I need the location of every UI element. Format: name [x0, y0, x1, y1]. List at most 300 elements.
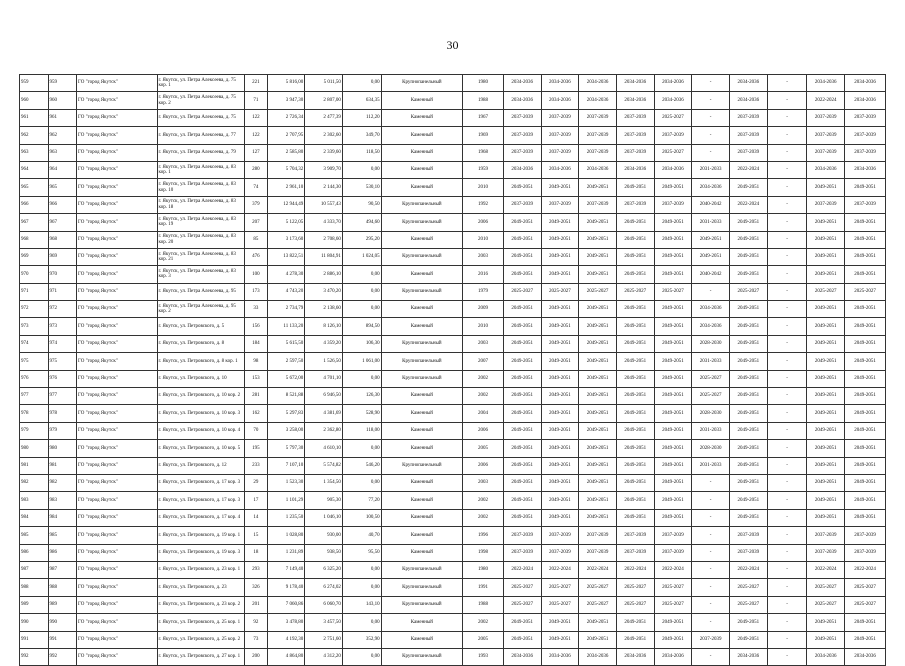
build-year-cell: 2009 [463, 301, 504, 318]
repair-period-value: - [709, 654, 712, 660]
row-index-cell: 977 [20, 388, 49, 405]
build-year-cell: 2006 [463, 422, 504, 439]
apartments-cell: 153 [245, 370, 267, 387]
apartments-cell: 195 [245, 440, 267, 457]
repair-period-value: 2049-2051 [624, 219, 647, 225]
repair-period-value: 2049-2051 [549, 184, 571, 190]
municipality-cell: ГО "город Якутск" [77, 318, 157, 335]
repair-period-value: 2040-2042 [699, 271, 722, 277]
repair-period-cell [616, 231, 654, 248]
municipality-cell: ГО "город Якутск" [77, 301, 157, 318]
repair-period-value: - [786, 549, 788, 555]
apartments-cell: 98 [245, 353, 267, 370]
address-cell: г. Якутск, ул. Петровского, д. 5 [157, 318, 245, 335]
wall-material-cell: Каменный [381, 405, 463, 422]
table-row [20, 144, 886, 161]
living-area-cell: 905,30 [305, 492, 343, 509]
address-cell: г. Якутск, ул. Петра Алексеева, д. 75 кор. 2 [157, 92, 245, 109]
repair-period-cell [729, 405, 767, 422]
repair-period-value: 2049-2051 [662, 462, 684, 468]
living-area-cell: 4 381,69 [305, 405, 343, 422]
wall-material-cell: Каменный [381, 144, 463, 161]
house-number-cell: 985 [48, 527, 77, 544]
repair-period-value: 2049-2051 [662, 445, 684, 451]
repair-period-cell [692, 283, 730, 300]
house-number-cell: 967 [48, 214, 77, 231]
repair-period-cell [845, 527, 886, 544]
repair-period-value: 2049-2051 [737, 636, 760, 642]
nonresidential-area-cell: 0,00 [342, 579, 381, 596]
row-index-cell: 965 [20, 179, 49, 196]
repair-period-cell [807, 92, 845, 109]
repair-period-value: 2049-2051 [814, 219, 837, 225]
repair-period-value: 2049-2051 [662, 219, 684, 225]
wall-material-cell: Крупнопанельный [381, 214, 463, 231]
repair-period-value: 2049-2051 [737, 306, 760, 312]
table-row [20, 596, 886, 613]
repair-period-cell [729, 509, 767, 526]
row-index-cell: 969 [20, 248, 49, 265]
house-number-cell: 964 [48, 161, 77, 178]
repair-period-value: 2049-2051 [586, 636, 609, 642]
repair-period-cell [807, 388, 845, 405]
repair-period-cell [767, 422, 807, 439]
repair-period-cell [692, 614, 730, 631]
repair-period-cell [616, 179, 654, 196]
wall-material-cell: Крупнопанельный [381, 370, 463, 387]
repair-period-cell [616, 492, 654, 509]
municipality-cell: ГО "город Якутск" [77, 75, 157, 92]
repair-period-value: 2049-2051 [737, 323, 760, 329]
wall-material-cell: Крупнопанельный [381, 283, 463, 300]
repair-period-value: 2034-2036 [737, 654, 760, 660]
repair-period-cell [807, 161, 845, 178]
nonresidential-area-cell: 143,10 [342, 596, 381, 613]
repair-period-value: 2049-2051 [549, 254, 571, 260]
repair-period-value: 2037-2039 [511, 549, 534, 555]
repair-period-value: 2022-2024 [854, 567, 876, 573]
repair-period-cell [845, 509, 886, 526]
repair-period-value: 2037-2039 [624, 115, 647, 121]
repair-period-value: 2049-2051 [854, 376, 876, 382]
municipality-cell: ГО "город Якутск" [77, 179, 157, 196]
apartments-cell: 162 [245, 405, 267, 422]
repair-period-cell [729, 109, 767, 126]
address-cell: г. Якутск, ул. Петра Алексеева, д. 83 кор. 20 [157, 231, 245, 248]
apartments-cell: 207 [245, 214, 267, 231]
repair-period-value: 2049-2051 [737, 254, 760, 260]
repair-period-value: 2049-2051 [549, 236, 571, 242]
municipality-cell: ГО "город Якутск" [77, 509, 157, 526]
repair-period-cell [845, 614, 886, 631]
repair-period-cell [541, 248, 579, 265]
table-row [20, 527, 886, 544]
repair-period-value: 2049-2051 [586, 462, 609, 468]
repair-period-value: 2049-2051 [854, 271, 876, 277]
repair-period-cell [541, 353, 579, 370]
repair-period-value: - [786, 132, 788, 138]
repair-period-value: 2049-2051 [814, 376, 837, 382]
row-index-cell: 963 [20, 144, 49, 161]
repair-period-cell [503, 422, 541, 439]
repair-period-cell [845, 301, 886, 318]
repair-period-cell [616, 214, 654, 231]
address-cell: г. Якутск, ул. Петра Алексеева, д. 83 кор. 19 [157, 214, 245, 231]
apartments-cell: 201 [245, 596, 267, 613]
repair-period-value: 2022-2024 [662, 567, 684, 573]
repair-period-cell [616, 544, 654, 561]
repair-period-value: 2049-2051 [586, 254, 609, 260]
repair-period-cell [541, 579, 579, 596]
repair-period-cell [616, 248, 654, 265]
repair-period-value: - [786, 306, 788, 312]
repair-period-value: 2049-2051 [662, 410, 684, 416]
repair-period-value: 2025-2027 [624, 602, 647, 608]
repair-period-value: 2037-2039 [624, 149, 647, 155]
repair-period-cell [616, 370, 654, 387]
apartments-cell: 33 [245, 301, 267, 318]
repair-period-cell [845, 92, 886, 109]
repair-period-cell [616, 474, 654, 491]
house-number-cell: 965 [48, 179, 77, 196]
repair-period-cell [807, 283, 845, 300]
repair-period-cell [616, 92, 654, 109]
repair-period-cell [845, 266, 886, 283]
repair-period-cell [767, 214, 807, 231]
repair-period-value: 2031-2033 [699, 167, 722, 173]
repair-period-cell [654, 596, 692, 613]
total-area-cell: 1 028,80 [267, 527, 305, 544]
repair-period-value: 2049-2051 [586, 219, 609, 225]
repair-period-value: 2049-2051 [624, 236, 647, 242]
repair-period-value: 2049-2051 [814, 254, 837, 260]
repair-period-cell [845, 318, 886, 335]
repair-period-cell [807, 196, 845, 213]
living-area-cell: 2 138,60 [305, 301, 343, 318]
apartments-cell: 29 [245, 474, 267, 491]
repair-period-value: - [709, 480, 712, 486]
repair-period-cell [503, 109, 541, 126]
repair-period-cell [503, 301, 541, 318]
repair-period-cell [729, 370, 767, 387]
house-number-cell: 969 [48, 248, 77, 265]
repair-period-cell [767, 179, 807, 196]
apartments-cell: 17 [245, 492, 267, 509]
repair-period-value: - [786, 97, 788, 103]
apartments-cell: 326 [245, 579, 267, 596]
repair-period-value: 2025-2027 [511, 584, 534, 590]
repair-period-cell [541, 92, 579, 109]
house-number-cell: 980 [48, 440, 77, 457]
repair-period-cell [579, 196, 617, 213]
repair-period-cell [503, 492, 541, 509]
repair-period-cell [807, 492, 845, 509]
repair-period-cell [767, 353, 807, 370]
apartments-cell: 100 [245, 266, 267, 283]
address-cell: г. Якутск, ул. Петровского, д. 10 кор. 4 [157, 422, 245, 439]
repair-period-value: 2025-2027 [854, 584, 876, 590]
repair-period-value: 2034-2036 [737, 80, 760, 86]
build-year-cell: 2010 [463, 318, 504, 335]
repair-period-cell [541, 388, 579, 405]
total-area-cell: 9 178,40 [267, 579, 305, 596]
wall-material-cell: Каменный [381, 318, 463, 335]
repair-period-cell [845, 335, 886, 352]
repair-period-cell [729, 301, 767, 318]
table-row [20, 179, 886, 196]
repair-period-value: 2034-2036 [854, 167, 876, 173]
repair-period-value: 2034-2036 [586, 167, 609, 173]
repair-period-value: 2034-2036 [549, 97, 571, 103]
repair-period-value: 2049-2051 [549, 219, 571, 225]
wall-material-cell: Каменный [381, 544, 463, 561]
house-number-cell: 987 [48, 561, 77, 578]
repair-period-value: 2049-2051 [737, 184, 760, 190]
repair-period-value: 2025-2027 [511, 602, 534, 608]
repair-period-value: 2025-2027 [699, 393, 722, 399]
page-number: 30 [446, 38, 459, 52]
repair-period-value: 2037-2039 [549, 132, 571, 138]
row-index-cell: 980 [20, 440, 49, 457]
apartments-cell: 18 [245, 544, 267, 561]
repair-period-value: - [709, 132, 712, 138]
repair-period-cell [541, 109, 579, 126]
repair-period-value: 2049-2051 [814, 619, 837, 625]
repair-period-cell [845, 248, 886, 265]
nonresidential-area-cell: 349,70 [342, 127, 381, 144]
repair-period-value: 2049-2051 [737, 462, 760, 468]
repair-period-value: 2049-2051 [662, 619, 684, 625]
repair-period-value: 2040-2042 [699, 202, 722, 208]
repair-period-cell [579, 161, 617, 178]
nonresidential-area-cell: 40,70 [342, 527, 381, 544]
nonresidential-area-cell: 100,50 [342, 509, 381, 526]
wall-material-cell: Каменный [381, 474, 463, 491]
repair-period-value: 2049-2051 [699, 254, 722, 260]
repair-period-value: 2049-2051 [814, 271, 837, 277]
housing-table-grid [19, 74, 886, 666]
repair-period-cell [729, 231, 767, 248]
repair-period-cell [807, 474, 845, 491]
repair-period-value: 2049-2051 [854, 323, 876, 329]
repair-period-cell [807, 544, 845, 561]
living-area-cell: 3 470,20 [305, 283, 343, 300]
nonresidential-area-cell: 546,20 [342, 457, 381, 474]
repair-period-value: - [786, 254, 788, 260]
total-area-cell: 3 173,60 [267, 231, 305, 248]
table-row [20, 544, 886, 561]
repair-period-cell [729, 648, 767, 665]
repair-period-cell [807, 318, 845, 335]
house-number-cell: 973 [48, 318, 77, 335]
build-year-cell: 1993 [463, 648, 504, 665]
repair-period-cell [729, 335, 767, 352]
repair-period-value: 2037-2039 [662, 132, 684, 138]
repair-period-cell [807, 509, 845, 526]
repair-period-cell [729, 144, 767, 161]
repair-period-cell [692, 161, 730, 178]
row-index-cell: 984 [20, 509, 49, 526]
repair-period-cell [767, 92, 807, 109]
row-index-cell: 972 [20, 301, 49, 318]
living-area-cell: 8 126,10 [305, 318, 343, 335]
repair-period-value: - [786, 184, 788, 190]
table-row [20, 509, 886, 526]
repair-period-cell [616, 509, 654, 526]
build-year-cell: 2002 [463, 614, 504, 631]
repair-period-value: 2049-2051 [624, 358, 647, 364]
total-area-cell: 3 947,30 [267, 92, 305, 109]
house-number-cell: 968 [48, 231, 77, 248]
repair-period-value: 2049-2051 [624, 445, 647, 451]
repair-period-cell [692, 474, 730, 491]
repair-period-cell [503, 266, 541, 283]
table-row [20, 266, 886, 283]
repair-period-value: - [709, 80, 712, 86]
house-number-cell: 974 [48, 335, 77, 352]
repair-period-value: 2037-2039 [624, 549, 647, 555]
total-area-cell: 4 743,20 [267, 283, 305, 300]
living-area-cell: 1 046,10 [305, 509, 343, 526]
total-area-cell: 12 944,49 [267, 196, 305, 213]
repair-period-cell [729, 266, 767, 283]
repair-period-cell [503, 92, 541, 109]
repair-period-value: 2049-2051 [737, 410, 760, 416]
repair-period-value: 2049-2051 [549, 358, 571, 364]
address-cell: г. Якутск, ул. Петровского, д. 25 кор. 2 [157, 631, 245, 648]
repair-period-cell [503, 440, 541, 457]
repair-period-value: - [786, 202, 788, 208]
repair-period-value: 2037-2039 [549, 532, 571, 538]
apartments-cell: 184 [245, 335, 267, 352]
house-number-cell: 962 [48, 127, 77, 144]
repair-period-value: 2049-2051 [624, 323, 647, 329]
nonresidential-area-cell: 0,00 [342, 474, 381, 491]
repair-period-cell [767, 648, 807, 665]
repair-period-cell [616, 614, 654, 631]
repair-period-cell [541, 422, 579, 439]
repair-period-cell [807, 144, 845, 161]
repair-period-value: 2037-2039 [549, 202, 571, 208]
repair-period-cell [807, 440, 845, 457]
repair-period-cell [503, 579, 541, 596]
repair-period-value: 2049-2051 [511, 619, 534, 625]
build-year-cell: 1979 [463, 283, 504, 300]
repair-period-value: 2028-2030 [699, 341, 722, 347]
repair-period-cell [807, 75, 845, 92]
repair-period-cell [654, 579, 692, 596]
repair-period-value: 2049-2051 [737, 341, 760, 347]
repair-period-cell [729, 161, 767, 178]
apartments-cell: 173 [245, 283, 267, 300]
repair-period-cell [654, 422, 692, 439]
repair-period-cell [807, 561, 845, 578]
repair-period-cell [807, 301, 845, 318]
repair-period-cell [654, 544, 692, 561]
repair-period-cell [503, 75, 541, 92]
repair-period-value: 2022-2024 [737, 167, 760, 173]
repair-period-value: 2034-2036 [699, 184, 722, 190]
repair-period-value: 2022-2024 [737, 567, 760, 573]
repair-period-value: 2049-2051 [699, 236, 722, 242]
municipality-cell: ГО "город Якутск" [77, 422, 157, 439]
repair-period-cell [692, 318, 730, 335]
repair-period-cell [654, 492, 692, 509]
address-cell: г. Якутск, ул. Петровского, д. 27 кор. 1 [157, 648, 245, 665]
repair-period-cell [767, 579, 807, 596]
repair-period-cell [503, 388, 541, 405]
repair-period-value: 2049-2051 [814, 497, 837, 503]
nonresidential-area-cell: 1 061,00 [342, 353, 381, 370]
repair-period-value: 2034-2036 [624, 654, 647, 660]
address-cell: г. Якутск, ул. Петровского, д. 25 кор. 1 [157, 614, 245, 631]
repair-period-value: 2031-2033 [699, 462, 722, 468]
build-year-cell: 1988 [463, 596, 504, 613]
repair-period-value: 2037-2039 [737, 549, 760, 555]
repair-period-cell [767, 561, 807, 578]
total-area-cell: 2 961,10 [267, 179, 305, 196]
repair-period-cell [729, 179, 767, 196]
repair-period-cell [541, 214, 579, 231]
repair-period-cell [807, 527, 845, 544]
wall-material-cell: Каменный [381, 179, 463, 196]
repair-period-value: 2025-2027 [814, 289, 837, 295]
repair-period-value: 2034-2036 [699, 323, 722, 329]
repair-period-cell [579, 144, 617, 161]
repair-period-cell [767, 509, 807, 526]
repair-period-value: 2037-2039 [814, 115, 837, 121]
municipality-cell: ГО "город Якутск" [77, 440, 157, 457]
repair-period-cell [541, 301, 579, 318]
repair-period-value: 2034-2036 [511, 97, 534, 103]
nonresidential-area-cell: 0,00 [342, 614, 381, 631]
repair-period-cell [767, 457, 807, 474]
repair-period-value: 2049-2051 [737, 271, 760, 277]
repair-period-value: 2049-2051 [662, 323, 684, 329]
living-area-cell: 1 526,50 [305, 353, 343, 370]
row-index-cell: 989 [20, 596, 49, 613]
repair-period-cell [692, 405, 730, 422]
total-area-cell: 5 615,50 [267, 335, 305, 352]
row-index-cell: 967 [20, 214, 49, 231]
repair-period-value: - [709, 567, 712, 573]
repair-period-value: - [786, 428, 788, 434]
repair-period-value: 2049-2051 [586, 236, 609, 242]
repair-period-cell [807, 614, 845, 631]
repair-period-value: 2049-2051 [737, 428, 760, 434]
build-year-cell: 2002 [463, 509, 504, 526]
repair-period-value: 2037-2039 [549, 549, 571, 555]
repair-period-cell [767, 596, 807, 613]
repair-period-cell [503, 614, 541, 631]
repair-period-cell [845, 596, 886, 613]
repair-period-value: 2025-2027 [854, 602, 876, 608]
house-number-cell: 972 [48, 301, 77, 318]
repair-period-value: 2034-2036 [586, 97, 609, 103]
repair-period-cell [579, 179, 617, 196]
address-cell: г. Якутск, ул. Петра Алексеева, д. 79 [157, 144, 245, 161]
repair-period-cell [654, 283, 692, 300]
repair-period-value: 2034-2036 [854, 654, 876, 660]
housing-table [19, 74, 886, 666]
build-year-cell: 1959 [463, 161, 504, 178]
total-area-cell: 7 060,86 [267, 596, 305, 613]
repair-period-cell [579, 440, 617, 457]
wall-material-cell: Крупнопанельный [381, 579, 463, 596]
nonresidential-area-cell: 118,50 [342, 144, 381, 161]
total-area-cell: 2 734,79 [267, 301, 305, 318]
repair-period-value: 2025-2027 [624, 289, 647, 295]
